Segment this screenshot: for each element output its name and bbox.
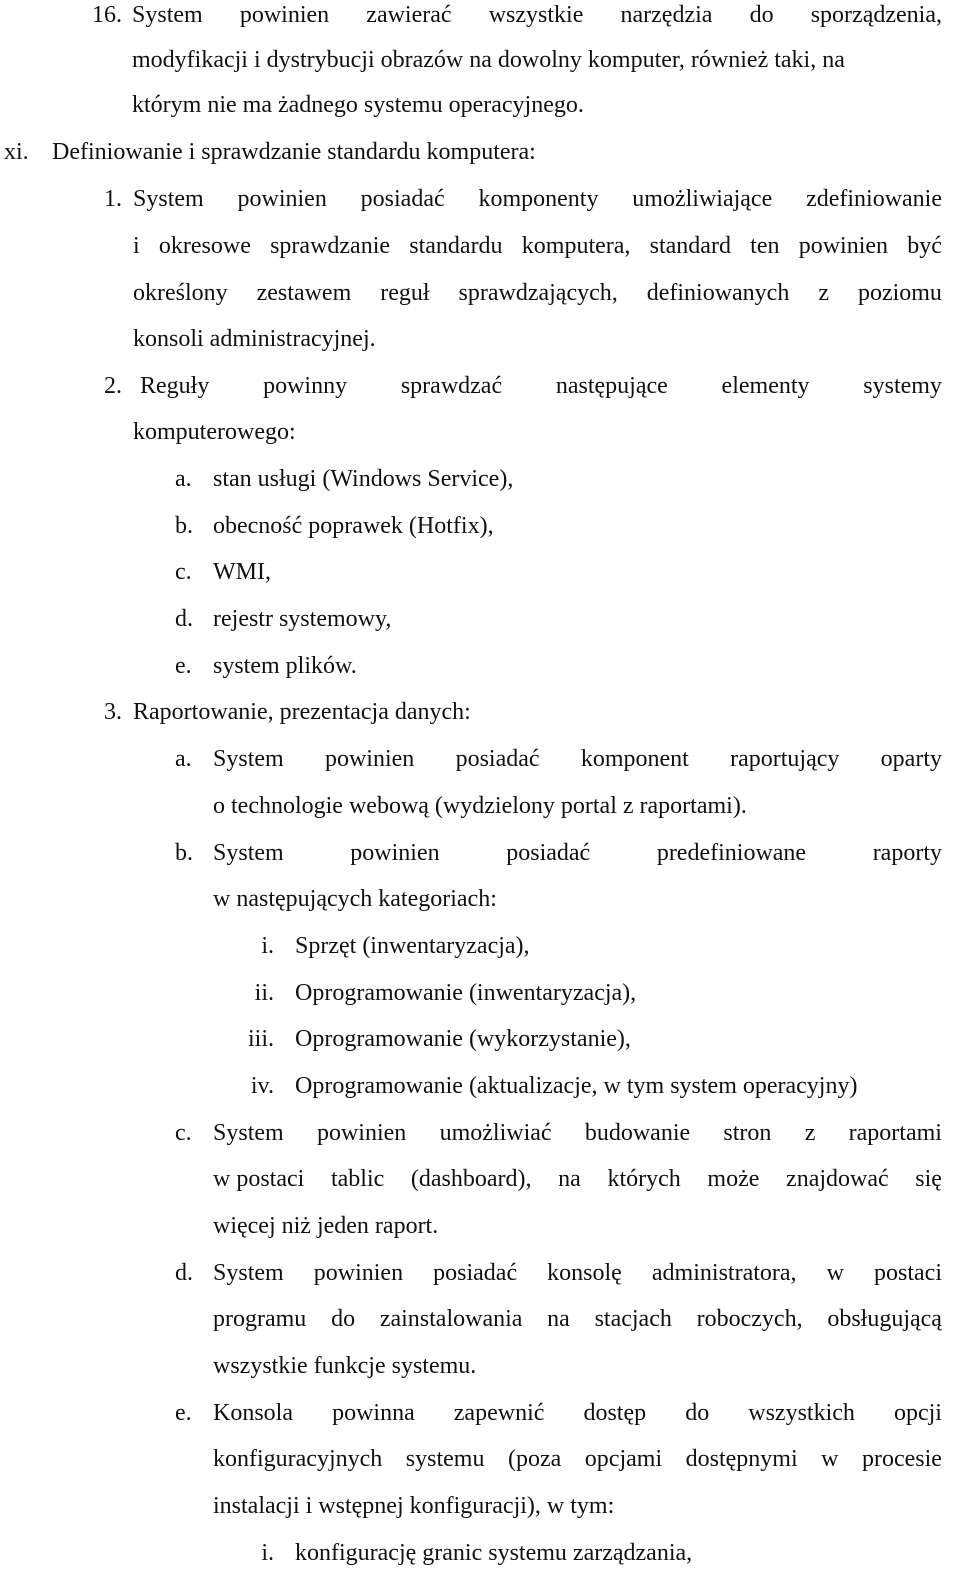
word: powinien bbox=[798, 233, 889, 259]
word: budowanie bbox=[584, 1120, 691, 1146]
word: sporządzenia, bbox=[810, 2, 942, 28]
word: System bbox=[133, 186, 204, 212]
roman-number: ii. bbox=[254, 980, 274, 1006]
word: roboczych, bbox=[696, 1306, 803, 1332]
justified-line bbox=[140, 371, 942, 401]
word: powinna bbox=[332, 1400, 415, 1426]
text-line: którym nie ma żadnego systemu operacyjnego. bbox=[132, 92, 584, 118]
text-line: komputerowego: bbox=[133, 419, 296, 445]
word: Reguły bbox=[140, 373, 210, 399]
word: dostęp bbox=[583, 1400, 647, 1426]
word: powinien bbox=[316, 1120, 407, 1146]
point-title: Raportowanie, prezentacja danych: bbox=[133, 699, 471, 725]
word: predefiniowane bbox=[656, 840, 807, 866]
text-line: instalacji i wstępnej konfiguracji), w tym: bbox=[213, 1493, 615, 1519]
word: zawierać bbox=[366, 2, 452, 28]
justified-line bbox=[132, 0, 942, 30]
justified-line bbox=[213, 744, 942, 774]
word: powinny bbox=[263, 373, 348, 399]
justified-line bbox=[133, 278, 942, 308]
word: standard bbox=[649, 233, 731, 259]
word: stron bbox=[723, 1120, 772, 1146]
word: sprawdzanie bbox=[270, 233, 391, 259]
list-item: stan usługi (Windows Service), bbox=[213, 466, 514, 492]
word: w bbox=[821, 1446, 839, 1472]
justified-line bbox=[213, 1398, 942, 1428]
word: być bbox=[907, 233, 942, 259]
text-line: o technologie webową (wydzielony portal z raportami). bbox=[213, 793, 747, 819]
list-letter: c. bbox=[175, 559, 192, 585]
word: posiadać bbox=[360, 186, 445, 212]
word: opcji bbox=[893, 1400, 942, 1426]
word: znajdować bbox=[786, 1166, 889, 1192]
section-number: xi. bbox=[4, 139, 29, 165]
word: System bbox=[213, 840, 284, 866]
word: powinien bbox=[313, 1260, 404, 1286]
word: zainstalowania bbox=[379, 1306, 523, 1332]
word: raportujący bbox=[730, 746, 840, 772]
list-letter: b. bbox=[175, 513, 193, 539]
word: z bbox=[818, 280, 829, 306]
list-item: rejestr systemowy, bbox=[213, 606, 392, 632]
text-line: modyfikacji i dystrybucji obrazów na dowolny komputer, również taki, na bbox=[132, 47, 845, 73]
word: poziomu bbox=[857, 280, 942, 306]
word: powinien bbox=[239, 2, 330, 28]
text-line: wszystkie funkcje systemu. bbox=[213, 1353, 477, 1379]
justified-line bbox=[213, 1118, 942, 1148]
word: standardu bbox=[409, 233, 503, 259]
word: komponent bbox=[580, 746, 689, 772]
word: postaci bbox=[874, 1260, 942, 1286]
justified-line bbox=[213, 1164, 942, 1194]
word: oparty bbox=[880, 746, 942, 772]
justified-line bbox=[133, 231, 942, 261]
roman-number: i. bbox=[261, 933, 274, 959]
word: (poza bbox=[507, 1446, 562, 1472]
list-item: Oprogramowanie (aktualizacje, w tym system operacyjny) bbox=[295, 1073, 858, 1099]
list-letter: e. bbox=[175, 1400, 192, 1426]
word: Konsola bbox=[213, 1400, 293, 1426]
word: do bbox=[749, 2, 774, 28]
word: posiadać bbox=[506, 840, 591, 866]
word: wszystkich bbox=[748, 1400, 855, 1426]
word: raportami bbox=[848, 1120, 942, 1146]
word: wszystkie bbox=[488, 2, 584, 28]
word: dostępnymi bbox=[685, 1446, 798, 1472]
word: określony bbox=[133, 280, 228, 306]
word: w postaci bbox=[213, 1166, 305, 1192]
list-letter: d. bbox=[175, 1260, 193, 1286]
justified-line bbox=[213, 1304, 942, 1334]
justified-line bbox=[213, 838, 942, 868]
list-item: Oprogramowanie (wykorzystanie), bbox=[295, 1026, 631, 1052]
list-letter: a. bbox=[175, 746, 192, 772]
word: do bbox=[331, 1306, 356, 1332]
list-letter: e. bbox=[175, 653, 192, 679]
word: System bbox=[213, 1260, 284, 1286]
list-item: WMI, bbox=[213, 559, 271, 585]
word: tablic bbox=[330, 1166, 385, 1192]
word: i bbox=[133, 233, 140, 259]
list-item: Oprogramowanie (inwentaryzacja), bbox=[295, 980, 637, 1006]
word: ten bbox=[750, 233, 780, 259]
justified-line bbox=[213, 1258, 942, 1288]
word: komponenty bbox=[478, 186, 599, 212]
text-line: w następujących kategoriach: bbox=[213, 886, 497, 912]
word: procesie bbox=[862, 1446, 942, 1472]
justified-line bbox=[133, 184, 942, 214]
word: elementy bbox=[721, 373, 810, 399]
word: konsolę bbox=[547, 1260, 622, 1286]
word: sprawdzających, bbox=[458, 280, 618, 306]
word: może bbox=[707, 1166, 760, 1192]
roman-number: iii. bbox=[247, 1026, 274, 1052]
word: powinien bbox=[350, 840, 440, 866]
word: których bbox=[607, 1166, 681, 1192]
word: narzędzia bbox=[620, 2, 713, 28]
word: posiadać bbox=[455, 746, 540, 772]
word: okresowe bbox=[158, 233, 251, 259]
word: zestawem bbox=[256, 280, 352, 306]
word: reguł bbox=[380, 280, 430, 306]
word: sprawdzać bbox=[400, 373, 503, 399]
word: posiadać bbox=[433, 1260, 518, 1286]
word: z bbox=[804, 1120, 816, 1146]
word: System bbox=[213, 746, 284, 772]
section-title: Definiowanie i sprawdzanie standardu komputera: bbox=[52, 139, 536, 165]
text-line: więcej niż jeden raport. bbox=[213, 1213, 439, 1239]
list-letter: c. bbox=[175, 1120, 192, 1146]
list-item: Sprzęt (inwentaryzacja), bbox=[295, 933, 530, 959]
list-item: system plików. bbox=[213, 653, 357, 679]
word: systemy bbox=[863, 373, 942, 399]
word: programu bbox=[213, 1306, 307, 1332]
list-letter: b. bbox=[175, 840, 193, 866]
word: umożliwiać bbox=[439, 1120, 552, 1146]
roman-number: iv. bbox=[250, 1073, 274, 1099]
list-item: obecność poprawek (Hotfix), bbox=[213, 513, 494, 539]
item-number: 16. bbox=[92, 2, 122, 28]
word: System bbox=[132, 2, 203, 28]
justified-line bbox=[213, 1444, 942, 1474]
word: raporty bbox=[872, 840, 942, 866]
point-number: 1. bbox=[104, 186, 122, 212]
word: obsługującą bbox=[827, 1306, 942, 1332]
word: opcjami bbox=[584, 1446, 663, 1472]
word: do bbox=[685, 1400, 710, 1426]
word: definiowanych bbox=[646, 280, 790, 306]
word: komputera, bbox=[521, 233, 631, 259]
list-item: konfigurację granic systemu zarządzania, bbox=[295, 1540, 693, 1566]
word: (dashboard), bbox=[410, 1166, 532, 1192]
list-letter: d. bbox=[175, 606, 193, 632]
roman-number: i. bbox=[261, 1540, 274, 1566]
point-number: 3. bbox=[104, 699, 122, 725]
word: powinien bbox=[324, 746, 415, 772]
word: administratora, bbox=[651, 1260, 797, 1286]
point-number: 2. bbox=[104, 373, 122, 399]
list-letter: a. bbox=[175, 466, 192, 492]
word: w bbox=[826, 1260, 844, 1286]
word: zdefiniowanie bbox=[806, 186, 942, 212]
word: System bbox=[213, 1120, 284, 1146]
word: umożliwiające bbox=[632, 186, 773, 212]
word: zapewnić bbox=[453, 1400, 545, 1426]
word: konfiguracyjnych bbox=[213, 1446, 383, 1472]
word: następujące bbox=[555, 373, 668, 399]
word: systemu bbox=[405, 1446, 485, 1472]
text-line: konsoli administracyjnej. bbox=[133, 326, 376, 352]
word: powinien bbox=[237, 186, 327, 212]
word: stacjach bbox=[594, 1306, 672, 1332]
word: się bbox=[915, 1166, 942, 1192]
word: na bbox=[547, 1306, 570, 1332]
word: na bbox=[558, 1166, 581, 1192]
